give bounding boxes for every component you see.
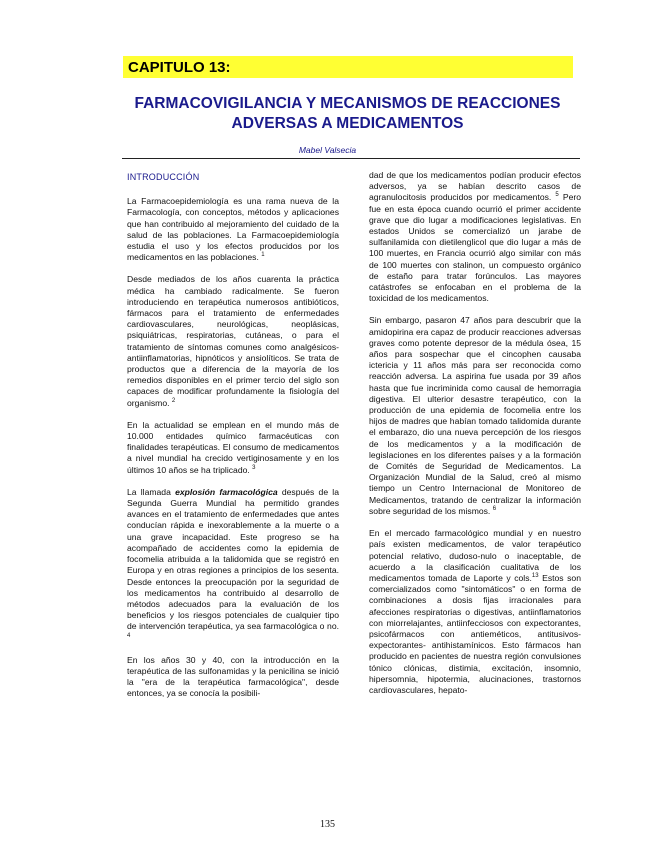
paragraph: La Farmacoepidemiología es una rama nueva de la Farmacología, con conceptos, métodos y aplicaciones que han contribuido al mejoramiento del cuidado de la salud de las poblaciones. La Farmacoepidemiología estudia el uso y los efectos producidos por los medicamentos en las poblaciones. $^1$ <box>127 196 339 263</box>
chapter-title <box>110 94 585 134</box>
page-number: 135 <box>320 819 335 830</box>
horizontal-rule <box>122 158 580 159</box>
paragraph: En la actualidad se emplean en el mundo más de 10.000 entidades químico farmacéuticas con finalidades terapéuticas. El consumo de medicamentos a nivel mundial ha crecido vertiginosamente y en los últimos 10 años se ha triplicado. $^3$ <box>127 419 339 475</box>
title-line-2: ADVERSAS A MEDICAMENTOS <box>231 115 464 132</box>
section-heading: INTRODUCCIÓN <box>127 172 200 182</box>
paragraph: La llamada explosión farmacológica después de la Segunda Guerra Mundial ha permitido grandes avances en el tratamiento de enfermedades que antes conducían rápida e inexorablemente a la muerte o a una grave incapacidad. Este progreso se ha acompañado de accidentes como la epidemia de focomelia atribuida a la talidomida que se registró en Europa y en otras regiones a principios de los sesenta. Desde entonces la preocupación por la seguridad de los medicamentos ha contribuido al desarrollo de métodos adecuados para la evaluación de los beneficios y los riesgos potenciales de cualquier tipo de intervención terapéutica, ya sea farmacológica o no. $^4$ <box>127 486 339 639</box>
title-line-1: FARMACOVIGILANCIA Y MECANISMOS DE REACCIONES <box>134 95 561 112</box>
right-column <box>369 170 581 707</box>
paragraph: Sin embargo, pasaron 47 años para descubrir que la amidopirina era capaz de producir reacciones adversas graves como potente depresor de la médula ósea, 15 años para sospechar que el cincophen causaba ictericia y 11 años más para ser reconocida como reacción adversa. La aspirina fue usada por 39 años hasta que fue incriminida como causal de hemorragia digestiva. El ulterior desastre terapéutico, con la producción de una epidemia de focomelia entre los hijos de madres que habían tomado talidomida durante el embarazo, dio una nueva percepción de los riesgos de los medicamentos y a la modificación de legislaciones en los diferentes países y a la formación de Comités de Seguridad de Medicamentos. La Organización Mundial de la Salud, creó al mismo tiempo un Centro Internacional de Monitoreo de Medicamentos, tratando de centralizar la información sobre seguridad de los mismos. $^6$ <box>369 315 581 516</box>
paragraph: dad de que los medicamentos podían producir efectos adversos, ya se habían descrito casos de agranulocitosis producidos por medicamentos. $^5$ Pero fue en esta época cuando ocurrió el primer accidente grave que dio lugar a modificaciones legislativas. En estados Unidos se comercializó un jarabe de sulfanilamida con dietilenglicol que dio lugar a más de 100 muertes, en Francia ocurrió algo similar con más de 100 muertes con stalinon, un compuesto orgánico de estaño para tratar forúnculos. Las mayores catástrofes se enfocaban en el problema de la toxicidad de los medicamentos. <box>369 170 581 304</box>
paragraph: En los años 30 y 40, con la introducción en la terapéutica de las sulfonamidas y la penicilina se inició la "era de la terapéutica farmacológica", desde entonces, ya se conocía la posibili- <box>127 654 339 699</box>
chapter-banner <box>123 56 573 78</box>
paragraph: En el mercado farmacológico mundial y en nuestro país existen medicamentos, de valor terapéutico potencial relativo, dudoso-nulo o inaceptable, de acuerdo a la clasificación cualitativa de los medicamentos tomada de Laporte y cols.$^{13}$ Estos son comercializados como "sintomáticos" o en forma de combinaciones a dosis fijas irracionales para afecciones respiratorias o digestivas, antiinflamatorios con miorrelajantes, antiinfecciosos con expectorantes, psicofármacos con antieméticos, antitusivos-expectorantes- antihistamínicos. Esto fármacos han producido en pacientes de nuestra región convulsiones tónico clónicas, distimia, excitación, insomnio, hipersomnia, hipotermia, alucinaciones, trastornos cardiovasculares, hepato- <box>369 528 581 695</box>
left-column <box>127 172 339 711</box>
author-name: Mabel Valsecia <box>298 145 357 155</box>
paragraph: Desde mediados de los años cuarenta la práctica médica ha cambiado radicalmente. Se fueron introduciendo en terapéutica numerosos antibióticos, fármacos para el tratamiento de enfermedades cardiovasculares, neurológicas, neoplásicas, psiquiátricas, respiratorias, cutáneas, o para el tratamiento de síntomas comunes como analgésicos- antiinflamatorias, hipnóticos y ansiolíticos. Se trata de productos que a diferencia de la mayoría de los remedios disponibles en el primer tercio del siglo son capaces de modificar profundamente la fisiología del organismo. $^2$ <box>127 274 339 408</box>
chapter-label: CAPITULO 13: <box>128 59 231 76</box>
